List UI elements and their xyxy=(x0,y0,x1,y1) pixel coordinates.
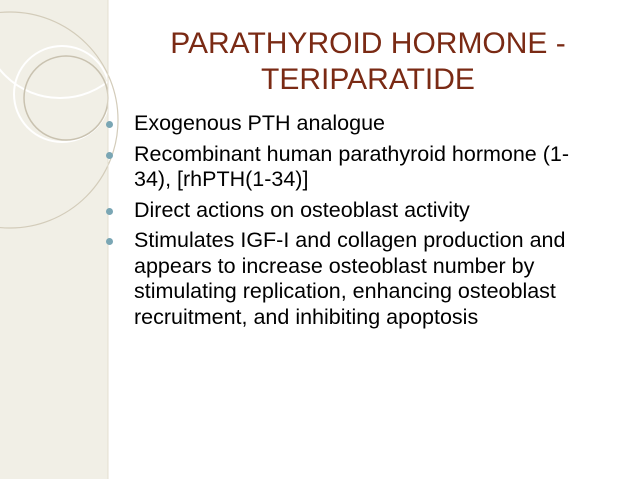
bullet-item-3 xyxy=(102,198,582,224)
bullet-item-2 xyxy=(102,142,582,193)
bullet-list xyxy=(102,111,582,335)
bullet-item-1 xyxy=(102,111,582,137)
bullet-dot-icon xyxy=(106,121,113,128)
bullet-dot-icon xyxy=(106,152,113,159)
bullet-text: Recombinant human parathyroid hormone (1-34), [rhPTH(1-34)] xyxy=(134,141,570,191)
slide-title: PARATHYROID HORMONE - TERIPARATIDE xyxy=(170,27,566,96)
bullet-dot-icon xyxy=(106,238,113,245)
bullet-item-4 xyxy=(102,228,582,330)
bullet-dot-icon xyxy=(106,208,113,215)
bullet-text: Stimulates IGF-I and collagen production and appears to increase osteoblast number by stimulating replication, enhancing osteoblast recruitment, and inhibiting apoptosis xyxy=(134,228,566,329)
bullet-text: Exogenous PTH analogue xyxy=(134,111,386,135)
bullet-text: Direct actions on osteoblast activity xyxy=(134,197,470,222)
